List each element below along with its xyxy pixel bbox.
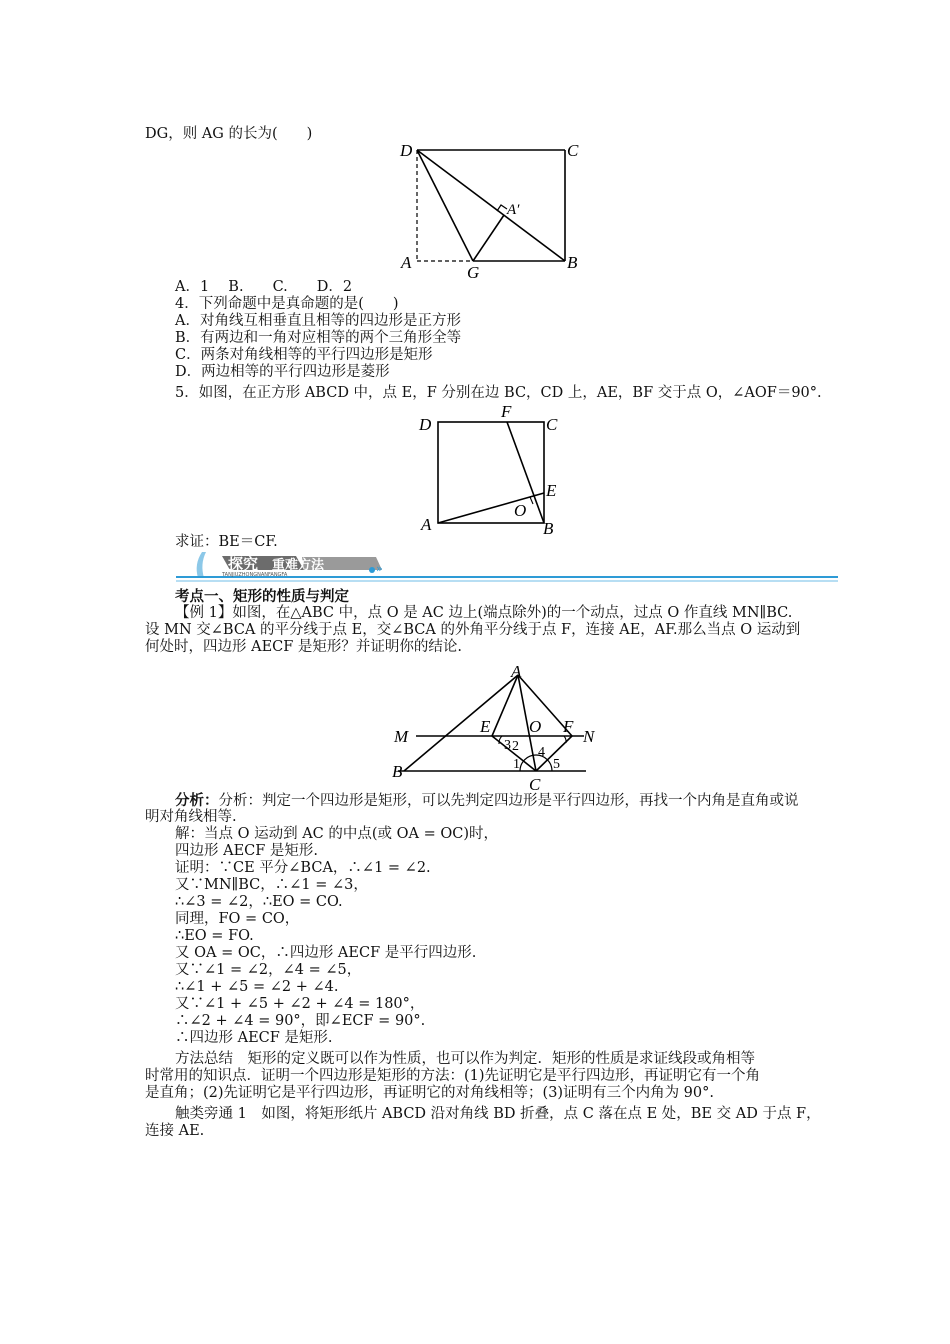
figure-rectangle-fold [395, 138, 595, 280]
label-N: N [583, 727, 595, 746]
label-M: M [394, 727, 409, 746]
label-A-prime: A′ [507, 202, 520, 218]
label-E: E [480, 717, 491, 736]
label-E: E [546, 481, 557, 500]
label-C: C [546, 415, 558, 434]
angle-4-label: 4 [538, 745, 545, 760]
label-B: B [543, 519, 554, 538]
question-4-stem: 4．下列命题中是真命题的是( ) [175, 296, 399, 312]
proof-line-4: 同理，FO = CO， [175, 911, 300, 927]
banner-arrow-icon: » [376, 562, 383, 575]
proof-line-3: ∴∠3 = ∠2，∴EO = CO. [175, 894, 343, 910]
label-O: O [514, 501, 527, 520]
question-4-option-c: C．两条对角线相等的平行四边形是矩形 [175, 347, 433, 363]
practice-1-line-2: 连接 AE. [145, 1123, 205, 1139]
banner-swoosh-icon [197, 552, 206, 578]
label-C: C [529, 775, 541, 794]
label-A: A [401, 253, 412, 272]
label-G: G [467, 263, 480, 280]
method-summary-line-2: 时常用的知识点．证明一个四边形是矩形的方法：(1)先证明它是平行四边形，再证明它有一个角 [145, 1068, 761, 1084]
analysis-line-2: 明对角线相等. [145, 809, 237, 825]
angle-5-label: 5 [553, 757, 560, 772]
label-O: O [529, 717, 542, 736]
banner-subtitle: 重难方法 [272, 558, 325, 573]
question-3-tail: DG，则 AG 的长为( ) [145, 126, 313, 142]
label-B: B [567, 253, 578, 272]
question-4-option-a: A．对角线互相垂直且相等的四边形是正方形 [175, 313, 461, 329]
label-F: F [501, 402, 512, 421]
analysis-line-1: 分析：分析：判定一个四边形是矩形，可以先判定四边形是平行四边形，再找一个内角是直角或说 [175, 792, 799, 809]
label-F: F [563, 717, 574, 736]
method-summary-line-1: 方法总结 矩形的定义既可以作为性质，也可以作为判定．矩形的性质是求证线段或角相等 [175, 1051, 755, 1067]
proof-line-11: ∴四边形 AECF 是矩形. [175, 1030, 333, 1046]
label-B: B [392, 762, 403, 781]
banner-title: 探究 [228, 555, 259, 573]
proof-line-1: 证明：∵CE 平分∠BCA，∴∠1 = ∠2. [175, 860, 431, 876]
question-4-option-b: B．有两边和一角对应相等的两个三角形全等 [175, 330, 462, 346]
figure-triangle-mn [388, 660, 608, 795]
proof-line-8: ∴∠1 + ∠5 = ∠2 + ∠4. [175, 979, 339, 995]
label-D: D [419, 415, 432, 434]
figure-square [415, 400, 575, 540]
proof-line-2: 又∵MN∥BC，∴∠1 = ∠3， [175, 877, 368, 893]
topic-heading: 考点一、矩形的性质与判定 [175, 588, 349, 605]
label-A: A [511, 662, 522, 681]
question-5-stem: 5．如图，在正方形 ABCD 中，点 E，F 分别在边 BC，CD 上，AE，BF 交于点 O，∠AOF＝90°. [175, 385, 822, 401]
angle-2-label: 2 [512, 739, 519, 754]
label-A: A [421, 515, 432, 534]
label-C: C [567, 141, 579, 160]
label-D: D [400, 141, 413, 160]
example-1-line-3: 何处时，四边形 AECF 是矩形？并证明你的结论. [145, 639, 463, 655]
practice-1-line-1: 触类旁通 1 如图，将矩形纸片 ABCD 沿对角线 BD 折叠，点 C 落在点 E 处，BE 交 AD 于点 F， [175, 1106, 821, 1122]
banner-pinyin: TANJIUZHONGNANFANGFA [222, 572, 288, 578]
solution-line-2: 四边形 AECF 是矩形. [175, 843, 319, 859]
proof-line-5: ∴EO = FO. [175, 928, 254, 944]
example-1-line-2: 设 MN 交∠BCA 的平分线于点 E，交∠BCA 的外角平分线于点 F，连接 AE，AF.那么当点 O 运动到 [145, 622, 801, 638]
example-1-line-1: 【例 1】如图，在△ABC 中，点 O 是 AC 边上(端点除外)的一个动点，过点 O 作直线 MN∥BC. [175, 605, 793, 621]
angle-3-label: 3 [504, 738, 511, 753]
solution-line-1: 解：当点 O 运动到 AC 的中点(或 OA = OC)时， [175, 826, 499, 842]
angle-1-label: 1 [513, 757, 520, 772]
proof-line-7: 又∵∠1 = ∠2，∠4 = ∠5， [175, 962, 362, 978]
proof-line-10: ∴∠2 + ∠4 = 90°，即∠ECF = 90°. [175, 1013, 426, 1029]
analysis-text: 分析：判定一个四边形是矩形，可以先判定四边形是平行四边形，再找一个内角是直角或说 [218, 793, 799, 809]
proof-line-6: 又 OA = OC，∴四边形 AECF 是平行四边形. [175, 945, 477, 961]
proof-line-9: 又∵∠1 + ∠5 + ∠2 + ∠4 = 180°， [175, 996, 425, 1012]
question-4-option-d: D．两边相等的平行四边形是菱形 [175, 364, 390, 380]
method-summary-line-3: 是直角；(2)先证明它是平行四边形，再证明它的对角线相等；(3)证明有三个内角为 90°. [145, 1085, 714, 1101]
section-banner [176, 548, 838, 584]
question-3-options: A．1 B. C. D．2 [175, 279, 353, 295]
question-5-prove: 求证：BE＝CF. [175, 534, 278, 550]
